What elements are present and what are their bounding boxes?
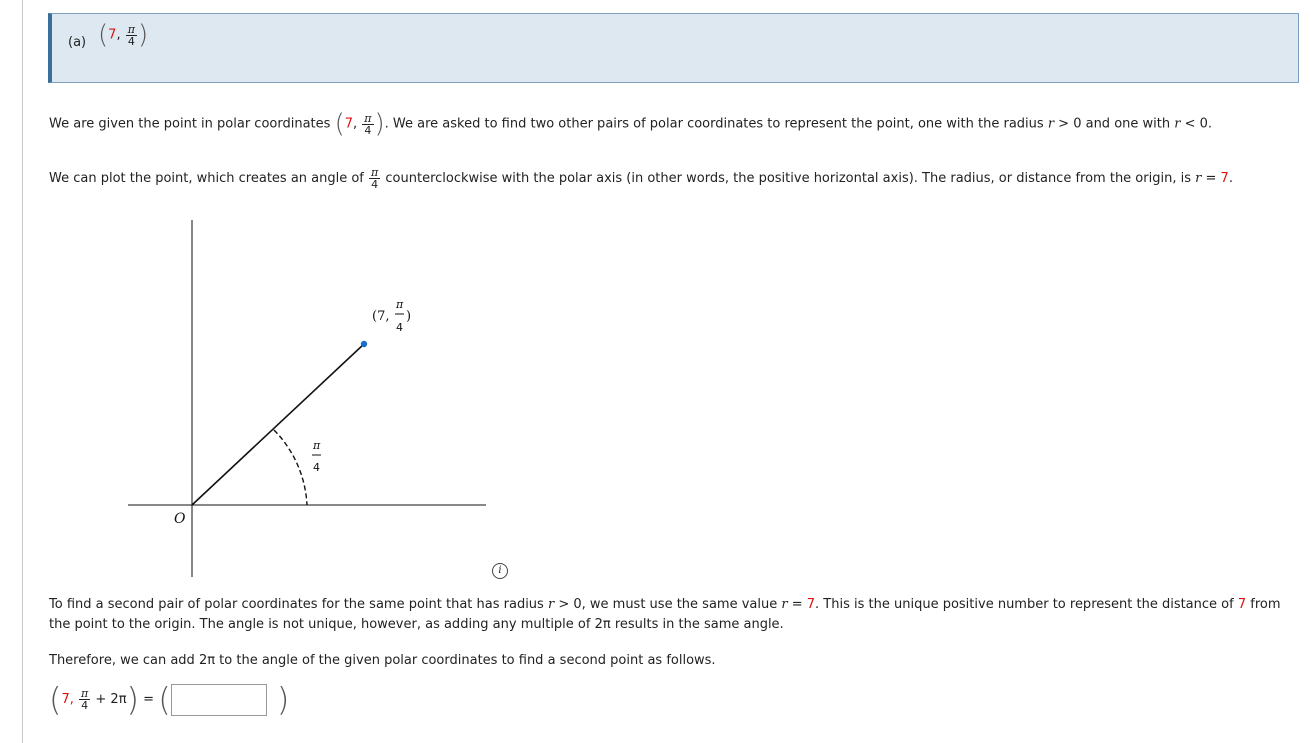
open-paren: ( bbox=[98, 20, 109, 50]
point-label-den: 4 bbox=[396, 321, 403, 334]
point-marker bbox=[361, 341, 367, 347]
part-point-r: 7 bbox=[108, 27, 117, 43]
angle-arc bbox=[274, 430, 307, 505]
equation-row: (7, $\frac{\pi}{4}$ + 2π) = ( ) bbox=[49, 680, 290, 719]
close-paren: ) bbox=[137, 20, 149, 50]
origin-label: O bbox=[174, 511, 186, 527]
angle-label-num: π bbox=[313, 439, 321, 452]
plot-paragraph: We can plot the point, which creates an angle of $\frac{\pi}{4}$ counterclockwise with the polar axis (in other words, the positive horizontal axis). The radius, or distance from the origin, is r = 7. bbox=[49, 166, 1233, 191]
part-point-angle: $\frac{\pi}{4}$ bbox=[127, 22, 135, 48]
point-label-num: π bbox=[396, 298, 404, 311]
answer-input[interactable] bbox=[171, 684, 267, 716]
intro-paragraph: We are given the point in polar coordinates (7, $\frac{\pi}{4}$ ). We are asked to find two other pairs of polar coordinates to represent the point, one with the radius r > 0 and one with r < 0. bbox=[49, 109, 1213, 139]
part-header bbox=[48, 13, 1299, 83]
point-label: (7, bbox=[372, 309, 390, 324]
info-icon[interactable]: i bbox=[492, 563, 508, 579]
second-pair-line1: To find a second pair of polar coordinates for the same point that has radius r > 0, we must use the same value r = 7. This is the unique positive number to represent the distance of 7 from bbox=[49, 597, 1281, 612]
part-label: (a) bbox=[68, 35, 87, 50]
therefore-text: Therefore, we can add 2π to the angle of the given polar coordinates to find a second point as follows. bbox=[49, 653, 716, 668]
angle-label-den: 4 bbox=[313, 461, 320, 474]
left-margin-rule bbox=[22, 0, 23, 743]
part-point: (7, $\frac{\pi}{4}$ ) bbox=[98, 20, 149, 50]
second-pair-line2: the point to the origin. The angle is not unique, however, as adding any multiple of 2π results in the same angle. bbox=[49, 617, 784, 632]
polar-graph bbox=[120, 215, 500, 580]
radius-line bbox=[192, 344, 364, 505]
point-label-close: ) bbox=[406, 309, 412, 324]
